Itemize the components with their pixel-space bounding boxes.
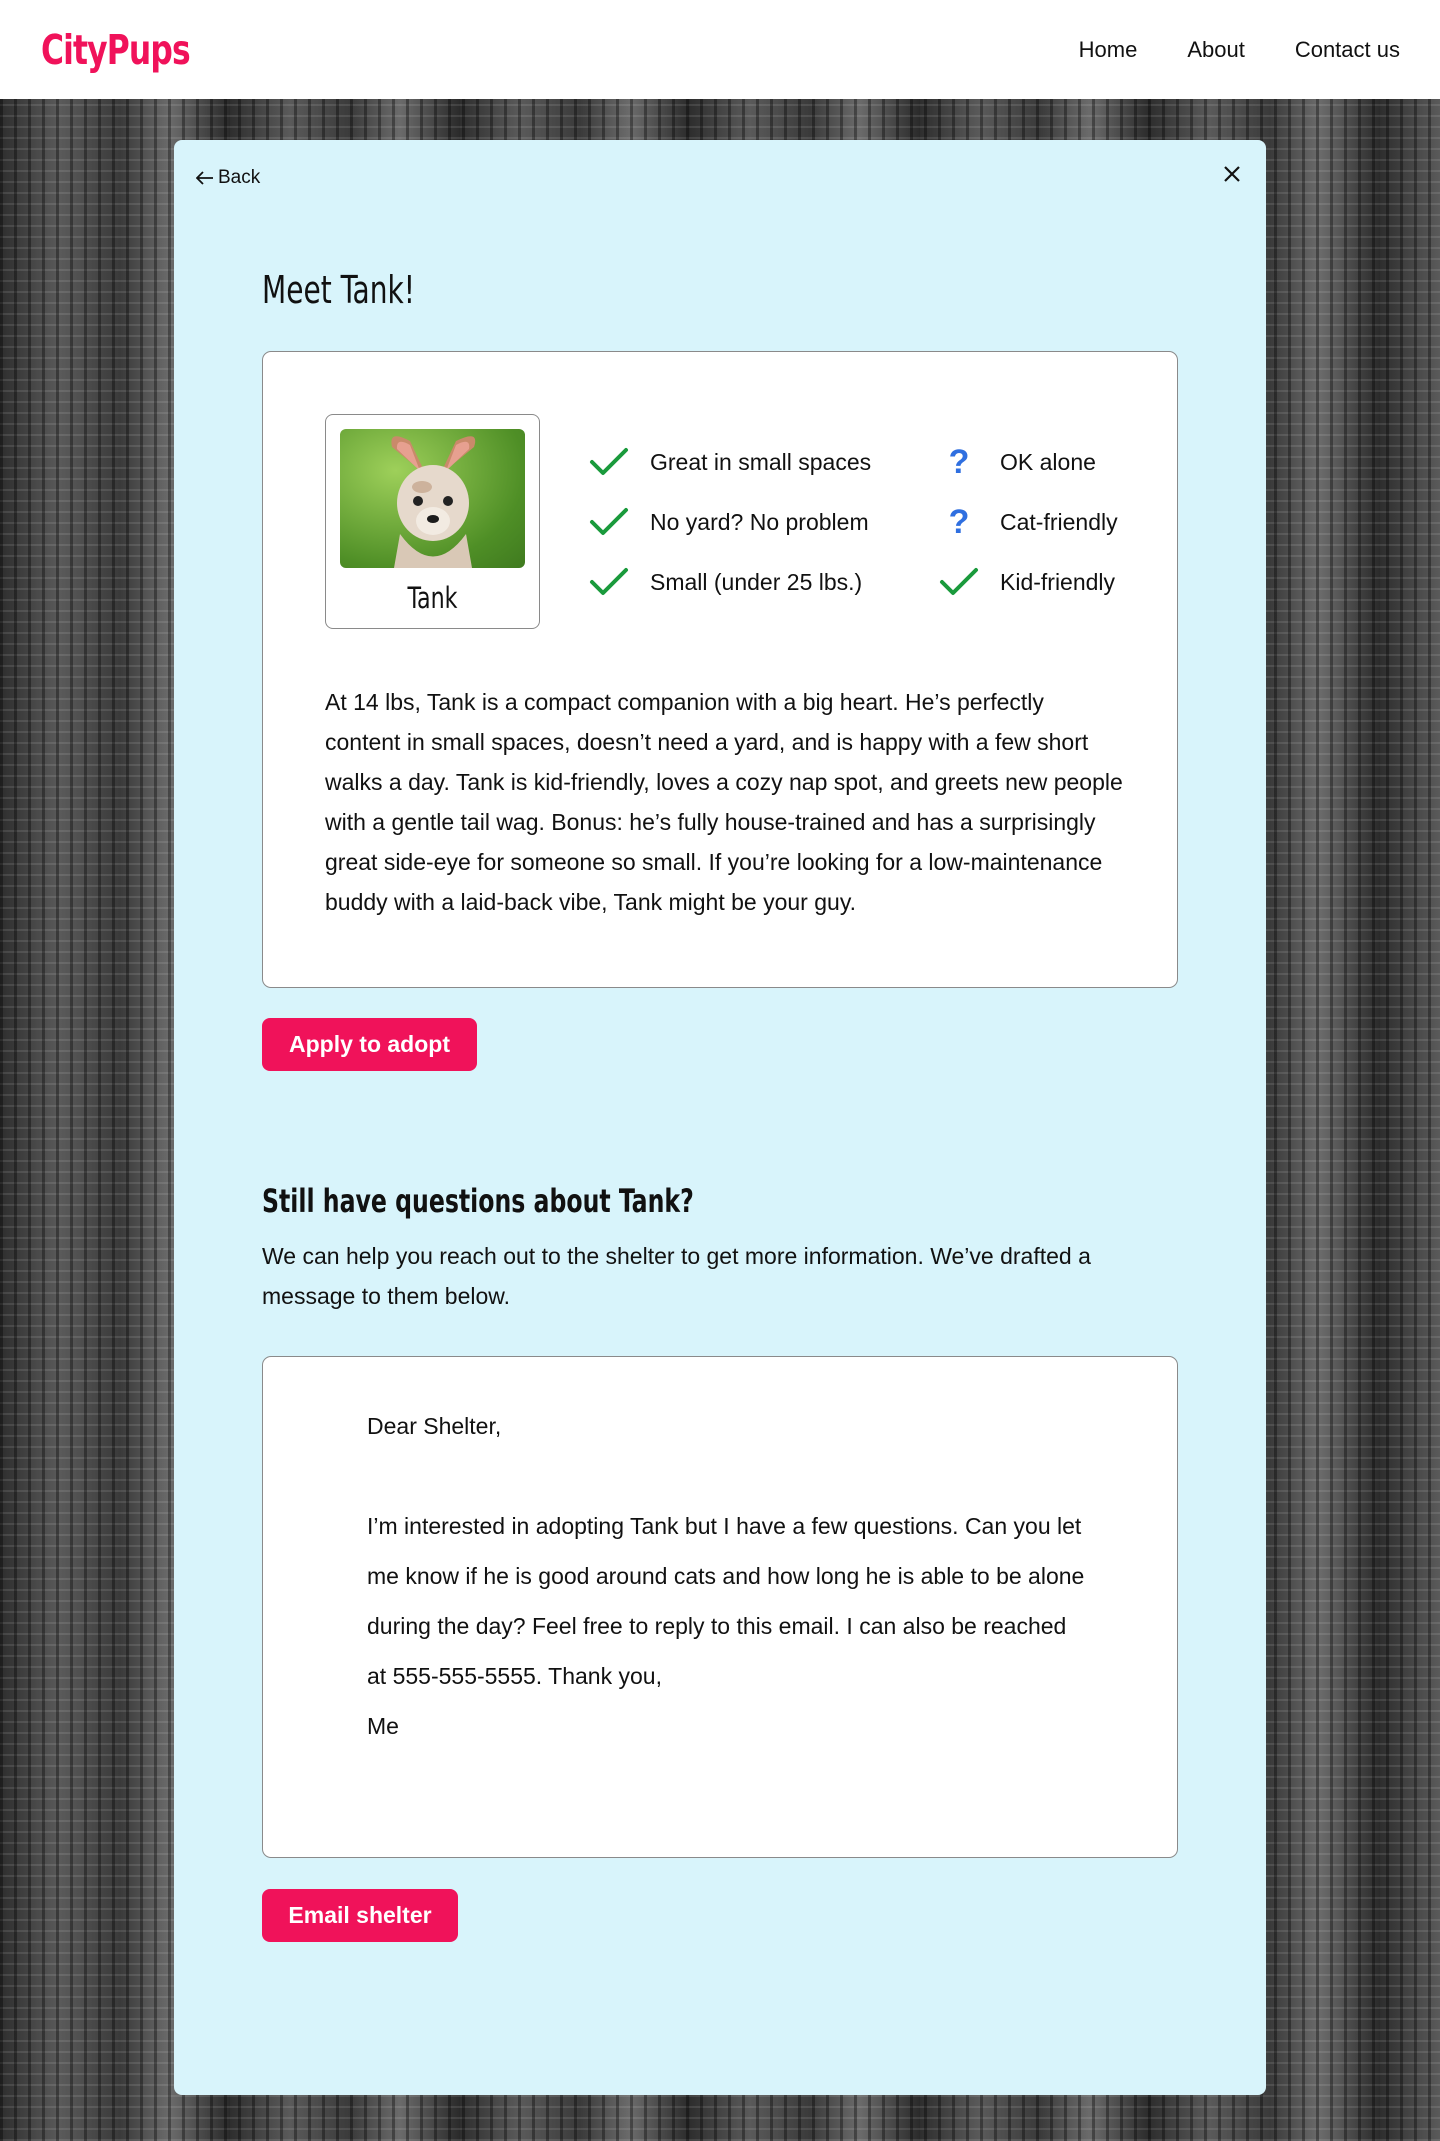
pet-tile xyxy=(325,414,540,629)
trait-item xyxy=(588,500,869,544)
pet-detail-modal xyxy=(174,140,1266,2095)
trait-label: OK alone xyxy=(1000,448,1096,475)
close-icon xyxy=(1220,162,1244,186)
questions-text: We can help you reach out to the shelter to get more information. We’ve drafted a message to them below. xyxy=(262,1243,1091,1309)
message-body: I’m interested in adopting Tank but I have a few questions. Can you let me know if he is good around cats and how long he is able to be alone during the day? Feel free to reply to this email. I can also be reached at 555-555-5555. Thank you, xyxy=(367,1513,1085,1689)
page-title: Meet Tank! xyxy=(262,268,415,312)
question-icon: ? xyxy=(948,503,970,541)
arrow-left-icon xyxy=(196,171,214,185)
question-icon: ? xyxy=(948,443,970,481)
back-link[interactable] xyxy=(196,167,260,189)
top-navigation-bar xyxy=(0,0,1440,99)
nav-home-link[interactable]: Home xyxy=(1078,36,1138,62)
pet-description: At 14 lbs, Tank is a compact companion with a big heart. He’s perfectly content in small spaces, doesn’t need a yard, and is happy with a few short walks a day. Tank is kid-friendly, loves a cozy nap spot, and greets new people with a gentle tail wag. Bonus: he’s fully house-trained and has a surprisingly great side-eye for someone so small. If you’re looking for a low-maintenance buddy with a laid-back vibe, Tank might be your guy. xyxy=(325,689,1123,915)
message-draft-box[interactable] xyxy=(262,1356,1178,1858)
email-shelter-button[interactable]: Email shelter xyxy=(262,1889,458,1942)
trait-label: Kid-friendly xyxy=(1000,568,1116,595)
pet-photo xyxy=(340,429,525,568)
pet-profile-box xyxy=(262,351,1178,988)
main-nav xyxy=(1029,37,1400,63)
trait-label: Cat-friendly xyxy=(1000,508,1118,535)
message-signature: Me xyxy=(367,1713,399,1739)
check-icon xyxy=(588,440,630,484)
questions-heading: Still have questions about Tank? xyxy=(262,1182,694,1220)
pet-name: Tank xyxy=(407,581,458,615)
dog-photo-image xyxy=(340,429,525,568)
trait-item xyxy=(588,560,862,604)
trait-label: Small (under 25 lbs.) xyxy=(650,568,863,595)
back-label: Back xyxy=(218,167,261,188)
apply-to-adopt-button[interactable]: Apply to adopt xyxy=(262,1018,477,1071)
trait-list xyxy=(588,440,1148,620)
trait-label: Great in small spaces xyxy=(650,448,872,475)
trait-item xyxy=(588,440,871,484)
trait-item xyxy=(938,500,1118,544)
citypups-logo[interactable]: CityPups xyxy=(41,25,190,74)
nav-about-link[interactable]: About xyxy=(1187,36,1245,62)
check-icon xyxy=(938,560,980,604)
close-button[interactable] xyxy=(1220,162,1244,186)
message-greeting: Dear Shelter, xyxy=(367,1413,502,1439)
trait-label: No yard? No problem xyxy=(650,508,869,535)
nav-contact-link[interactable]: Contact us xyxy=(1294,36,1400,62)
trait-item xyxy=(938,560,1115,604)
check-icon xyxy=(588,560,630,604)
check-icon xyxy=(588,500,630,544)
trait-item xyxy=(938,440,1096,484)
